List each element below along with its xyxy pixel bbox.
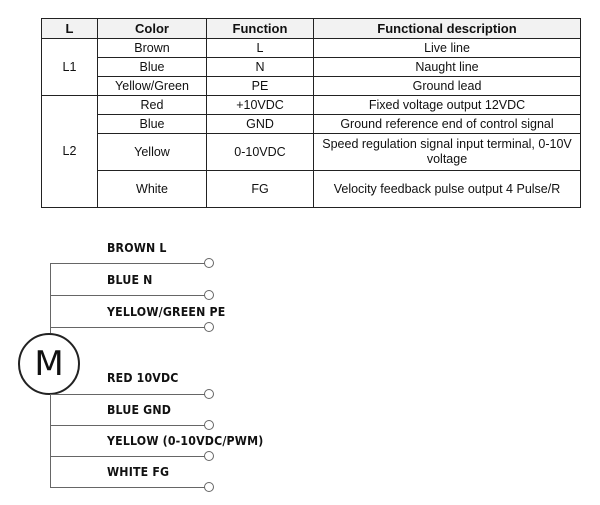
wire-label-brown: BROWN L — [107, 240, 167, 255]
group-label-l1: L1 — [42, 39, 98, 96]
cell-description: Naught line — [314, 58, 581, 77]
wire-label-white: WHITE FG — [107, 464, 170, 479]
cell-description: Speed regulation signal input terminal, 0-10V voltage — [314, 134, 581, 171]
terminal-icon — [204, 420, 214, 430]
table-row — [42, 134, 581, 171]
header-function: Function — [207, 19, 314, 39]
wire-label-red: RED 10VDC — [107, 370, 179, 385]
wire-label-blue-n: BLUE N — [107, 272, 153, 287]
terminal-icon — [204, 258, 214, 268]
cell-color: Yellow — [98, 134, 207, 171]
bus-line-upper — [50, 263, 51, 333]
cell-function: +10VDC — [207, 96, 314, 115]
wire-line — [50, 327, 205, 328]
wire-label-yellow-green: YELLOW/GREEN PE — [107, 304, 226, 319]
cell-description: Fixed voltage output 12VDC — [314, 96, 581, 115]
header-description: Functional description — [314, 19, 581, 39]
wire-line — [50, 487, 205, 488]
wire-line — [50, 425, 205, 426]
cell-function: L — [207, 39, 314, 58]
cell-color: Brown — [98, 39, 207, 58]
wire-line — [50, 394, 205, 395]
cell-color: White — [98, 171, 207, 208]
table-row — [42, 39, 581, 58]
cell-description: Ground lead — [314, 77, 581, 96]
table-row — [42, 58, 581, 77]
wire-line — [50, 456, 205, 457]
cell-description: Live line — [314, 39, 581, 58]
wire-line — [50, 263, 205, 264]
header-l: L — [42, 19, 98, 39]
cell-color: Blue — [98, 58, 207, 77]
cell-color: Blue — [98, 115, 207, 134]
cell-color: Yellow/Green — [98, 77, 207, 96]
table-header-row — [42, 19, 581, 39]
cell-function: N — [207, 58, 314, 77]
table-row — [42, 96, 581, 115]
cell-function: PE — [207, 77, 314, 96]
cell-function: GND — [207, 115, 314, 134]
wire-line — [50, 295, 205, 296]
group-label-l2: L2 — [42, 96, 98, 208]
cell-description: Ground reference end of control signal — [314, 115, 581, 134]
wire-label-blue-gnd: BLUE GND — [107, 402, 172, 417]
header-color: Color — [98, 19, 207, 39]
motor-symbol — [18, 333, 80, 395]
wiring-spec-table — [41, 18, 581, 208]
cell-description: Velocity feedback pulse output 4 Pulse/R — [314, 171, 581, 208]
bus-line-lower — [50, 391, 51, 487]
table-row — [42, 171, 581, 208]
cell-color: Red — [98, 96, 207, 115]
terminal-icon — [204, 451, 214, 461]
cell-function: FG — [207, 171, 314, 208]
wire-label-yellow: YELLOW (0-10VDC/PWM) — [107, 433, 264, 448]
terminal-icon — [204, 322, 214, 332]
terminal-icon — [204, 290, 214, 300]
cell-function: 0-10VDC — [207, 134, 314, 171]
table-row — [42, 115, 581, 134]
motor-label: M — [34, 344, 64, 384]
terminal-icon — [204, 389, 214, 399]
table-row — [42, 77, 581, 96]
terminal-icon — [204, 482, 214, 492]
